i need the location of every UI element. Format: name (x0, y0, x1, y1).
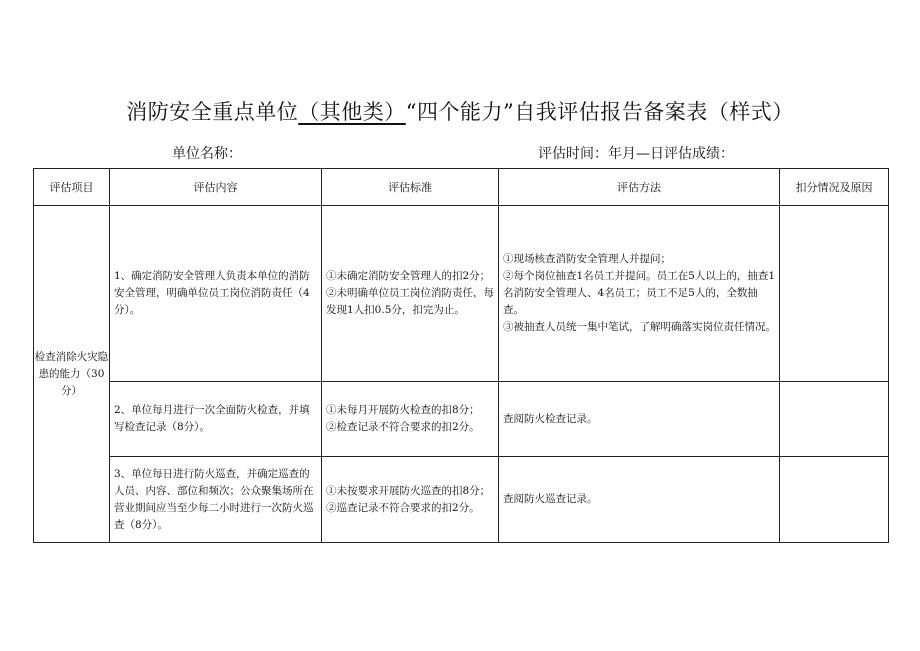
standard-line: ①未每月开展防火检查的扣8分； (326, 404, 480, 416)
assessment-time-label: 评估时间：年月—日评估成绩： (538, 146, 734, 162)
header-method: 评估方法 (499, 169, 780, 206)
standard-line: ②未明确单位员工岗位消防责任，每发现1人扣0.5分，扣完为止。 (326, 287, 494, 316)
method-line: ①现场核查消防安全管理人并提问； (503, 253, 671, 265)
title-suffix: “四个能力”自我评估报告备案表（样式） (405, 100, 794, 124)
table-row (34, 206, 889, 382)
method-line: ③被抽查人员统一集中笔试，了解明确落实岗位责任情况。 (503, 321, 776, 333)
deduction-cell (780, 457, 889, 543)
table-row (34, 457, 889, 543)
header-deduction: 扣分情况及原因 (780, 169, 889, 206)
standard-line: ①未确定消防安全管理人的扣2分； (326, 270, 491, 282)
standard-cell (322, 206, 499, 382)
header-standard: 评估标准 (322, 169, 499, 206)
deduction-cell (780, 206, 889, 382)
method-cell (499, 382, 780, 457)
method-cell (499, 457, 780, 543)
header-content: 评估内容 (110, 169, 322, 206)
content-cell: 3、单位每日进行防火巡查，并确定巡查的人员、内容、部位和频次；公众聚集场所在营业期间应当至少每二小时进行一次防火巡查（8分）。 (110, 457, 322, 543)
method-cell (499, 206, 780, 382)
standard-cell (322, 457, 499, 543)
table-header-row (34, 169, 889, 206)
page-title (0, 96, 920, 126)
content-cell: 1、确定消防安全管理人负责本单位的消防安全管理，明确单位员工岗位消防责任（4分）。 (110, 206, 322, 382)
standard-cell (322, 382, 499, 457)
content-cell: 2、单位每月进行一次全面防火检查，并填写检查记录（8分）。 (110, 382, 322, 457)
table-row (34, 382, 889, 457)
standard-line: ②检查记录不符合要求的扣2分。 (326, 421, 480, 433)
method-line: 查阅防火巡查记录。 (503, 493, 598, 505)
header-item: 评估项目 (34, 169, 110, 206)
deduction-cell (780, 382, 889, 457)
unit-name-label: 单位名称： (172, 146, 242, 162)
assessment-item-cell: 检查消除火灾隐患的能力（30分） (34, 206, 110, 543)
assessment-table (33, 168, 889, 543)
standard-line: ①未按要求开展防火巡查的扣8分； (326, 484, 491, 497)
method-line: ②每个岗位抽查1名员工并提问。员工在5人以上的，抽查1名消防安全管理人、4名员工；员工不足5人的，全数抽查。 (503, 270, 776, 316)
method-line: 查阅防火检查记录。 (503, 412, 598, 425)
title-category: （其他类） (298, 100, 406, 124)
standard-line: ②巡查记录不符合要求的扣2分。 (326, 501, 480, 514)
title-prefix: 消防安全重点单位 (126, 100, 299, 124)
